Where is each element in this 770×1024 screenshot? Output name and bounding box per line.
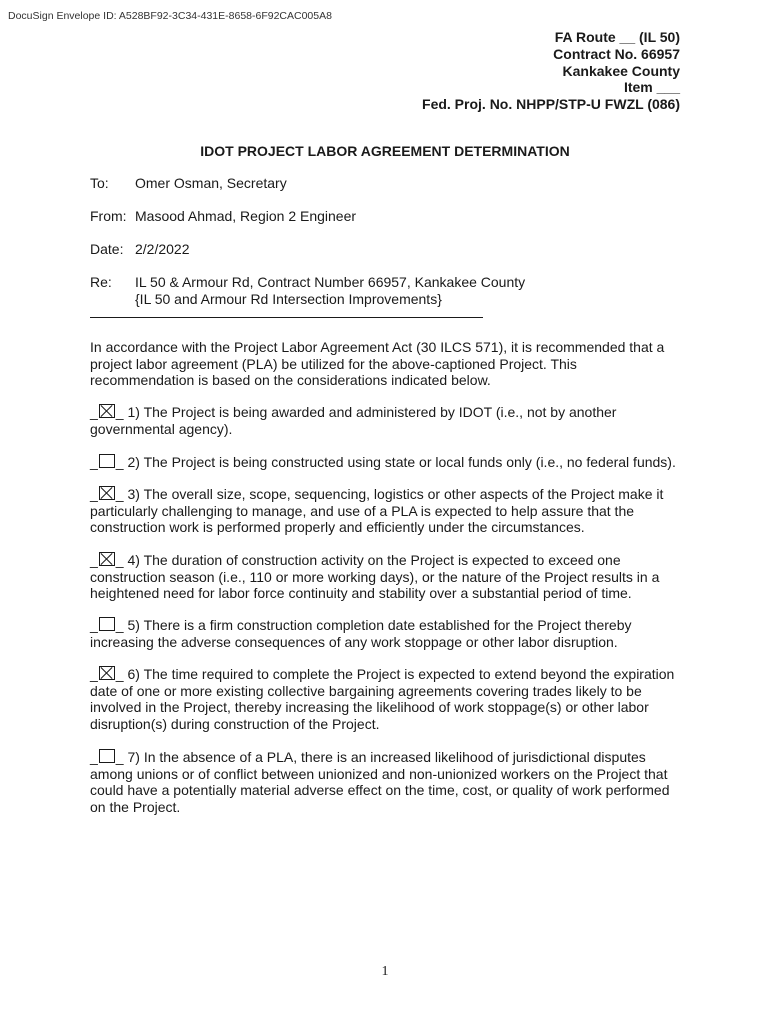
document-title: IDOT PROJECT LABOR AGREEMENT DETERMINATION: [200, 143, 570, 159]
docusign-envelope-id: DocuSign Envelope ID: A528BF92-3C34-431E-8658-6F92CAC005A8: [8, 10, 332, 22]
to-label: To:: [90, 175, 109, 191]
to-value: Omer Osman, Secretary: [135, 175, 287, 191]
memo-re: [90, 274, 525, 290]
contract-number: Contract No. 66957: [553, 45, 680, 62]
item-number: Item ___: [623, 79, 680, 96]
memo-date: [90, 241, 190, 257]
consideration-6: _ _ 6) The time required to complete the Project is expected to extend beyond the expiration date of one or more existing collective bargaining agreements covering trades likely to be involved in the Project, thereby increasing the likelihood of work stoppage(s) or other labor disruption(s) during construction of the Project.: [90, 666, 675, 732]
separator-rule: [90, 317, 483, 318]
consideration-4: _ _ 4) The duration of construction activity on the Project is expected to exceed one construction season (i.e., 110 or more working days), or the nature of the Project results in a heightened need for labor force continuity and stability over a substantial period of time.: [90, 552, 660, 601]
consideration-2-text: 2) The Project is being constructed using state or local funds only (i.e., no federal funds).: [127, 454, 676, 470]
memo-from: [90, 208, 356, 224]
fed-proj-number: Fed. Proj. No. NHPP/STP-U FWZL (086): [422, 96, 680, 113]
county: Kankakee County: [562, 62, 680, 79]
checkbox-3[interactable]: [99, 486, 115, 500]
date-value: 2/2/2022: [135, 241, 190, 257]
page-number: 1: [381, 964, 389, 979]
consideration-4-text: 4) The duration of construction activity on the Project is expected to exceed one construction season (i.e., 110 or more working days), or the nature of the Project results in a heightened need for labor force continuity and stability over a substantial period of time.: [90, 552, 660, 601]
from-label: From:: [90, 208, 127, 224]
re-value-line1: IL 50 & Armour Rd, Contract Number 66957, Kankakee County: [135, 274, 526, 290]
from-value: Masood Ahmad, Region 2 Engineer: [135, 208, 357, 224]
consideration-1-text: 1) The Project is being awarded and administered by IDOT (i.e., not by another governmental agency).: [90, 404, 617, 437]
consideration-3-text: 3) The overall size, scope, sequencing, logistics or other aspects of the Project make it particularly challenging to manage, and use of a PLA is expected to help assure that the construction work is performed properly and efficiently under the circumstances.: [90, 486, 664, 535]
re-value-line2: {IL 50 and Armour Rd Intersection Improvements}: [135, 291, 442, 307]
consideration-3: _ _ 3) The overall size, scope, sequencing, logistics or other aspects of the Project make it particularly challenging to manage, and use of a PLA is expected to help assure that the construction work is performed properly and efficiently under the circumstances.: [90, 486, 664, 535]
fa-route: FA Route __ (IL 50): [554, 29, 680, 45]
consideration-7-text: 7) In the absence of a PLA, there is an increased likelihood of jurisdictional disputes among unions or of conflict between unionized and non-unionized workers on the Project that could have a potentially material adverse effect on the time, cost, or quality of work performed on the Project.: [90, 749, 670, 815]
re-label: Re:: [90, 274, 112, 290]
consideration-7: _ _ 7) In the absence of a PLA, there is an increased likelihood of jurisdictional disputes among unions or of conflict between unionized and non-unionized workers on the Project that could have a potentially material adverse effect on the time, cost, or quality of work performed on the Project.: [90, 749, 670, 815]
consideration-5: _ _ 5) There is a firm construction completion date established for the Project thereby increasing the adverse consequences of any work stoppage or other labor disruption.: [90, 617, 632, 650]
contract-header: [422, 29, 680, 113]
checkbox-7[interactable]: [99, 749, 115, 763]
checkbox-4[interactable]: [99, 552, 115, 566]
memo-to: [90, 175, 287, 191]
checkbox-5[interactable]: [99, 617, 115, 631]
checkbox-6[interactable]: [99, 666, 115, 680]
intro-paragraph: In accordance with the Project Labor Agreement Act (30 ILCS 571), it is recommended that a project labor agreement (PLA) be utilized for the above-captioned Project. This recommendation is based on the considerations indicated below.: [90, 339, 665, 388]
checkbox-1[interactable]: [99, 404, 115, 418]
consideration-5-text: 5) There is a firm construction completion date established for the Project thereby increasing the adverse consequences of any work stoppage or other labor disruption.: [90, 617, 632, 650]
checkbox-2[interactable]: [99, 454, 115, 468]
consideration-1: _ _ 1) The Project is being awarded and administered by IDOT (i.e., not by another governmental agency).: [90, 404, 617, 437]
consideration-2: _ _ 2) The Project is being constructed using state or local funds only (i.e., no federal funds).: [90, 454, 676, 470]
date-label: Date:: [90, 241, 124, 257]
consideration-6-text: 6) The time required to complete the Project is expected to extend beyond the expiration date of one or more existing collective bargaining agreements covering trades likely to be involved in the Project, thereby increasing the likelihood of work stoppage(s) or other labor disruption(s) during construction of the Project.: [90, 666, 675, 732]
